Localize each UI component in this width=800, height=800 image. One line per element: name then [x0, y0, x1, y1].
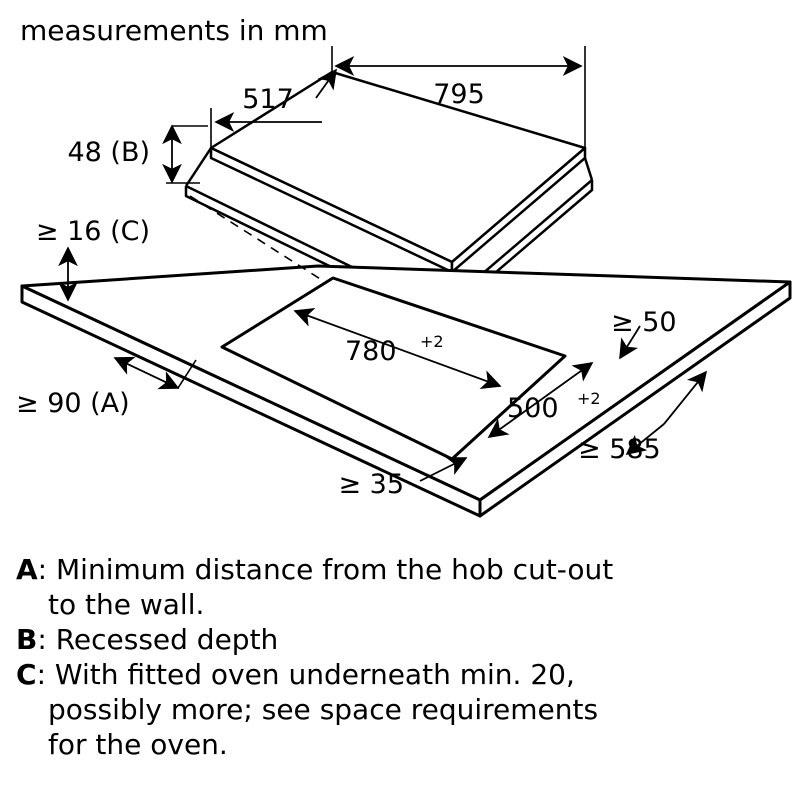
legend-block [16, 552, 786, 762]
dim-label-500: 500 [507, 393, 559, 424]
worktop-shape [22, 266, 790, 516]
legend-key-a: A [16, 553, 38, 586]
legend-text-b-line1: Recessed depth [55, 623, 279, 656]
dimension-recessed-depth-48B [67, 126, 208, 183]
legend-text-a-line1: Minimum distance from the hob cut-out [56, 553, 614, 586]
legend-item-b [16, 622, 786, 657]
legend-text-c-line1: With fitted oven underneath min. 20, [54, 658, 575, 691]
legend-item-a [16, 552, 786, 622]
legend-sep-a: : [37, 553, 57, 586]
legend-text-c-line2: possibly more; see space requirements [48, 693, 599, 726]
dim-label-90A: ≥ 90 (A) [16, 388, 130, 419]
dim-label-780: 780 [345, 336, 397, 367]
dim-label-585: ≥ 585 [578, 434, 661, 465]
legend-text-c-line3: for the oven. [48, 728, 228, 761]
legend-sep-c: : [36, 658, 55, 691]
dim-label-780-tolerance: +2 [420, 332, 444, 351]
legend-sep-b: : [37, 623, 56, 656]
dim-label-517: 517 [242, 84, 294, 115]
dim-label-50: ≥ 50 [611, 307, 677, 338]
legend-item-c [16, 657, 786, 762]
dim-label-35: ≥ 35 [338, 469, 404, 500]
dim-label-500-tolerance: +2 [577, 389, 601, 408]
dim-label-795: 795 [433, 79, 485, 110]
dim-label-16C: ≥ 16 (C) [35, 216, 150, 247]
legend-key-c: C [16, 658, 37, 691]
legend-key-b: B [16, 623, 38, 656]
page-title: measurements in mm [20, 14, 328, 47]
legend-text-a-line2: to the wall. [48, 588, 205, 621]
dim-label-48B: 48 (B) [67, 137, 150, 168]
